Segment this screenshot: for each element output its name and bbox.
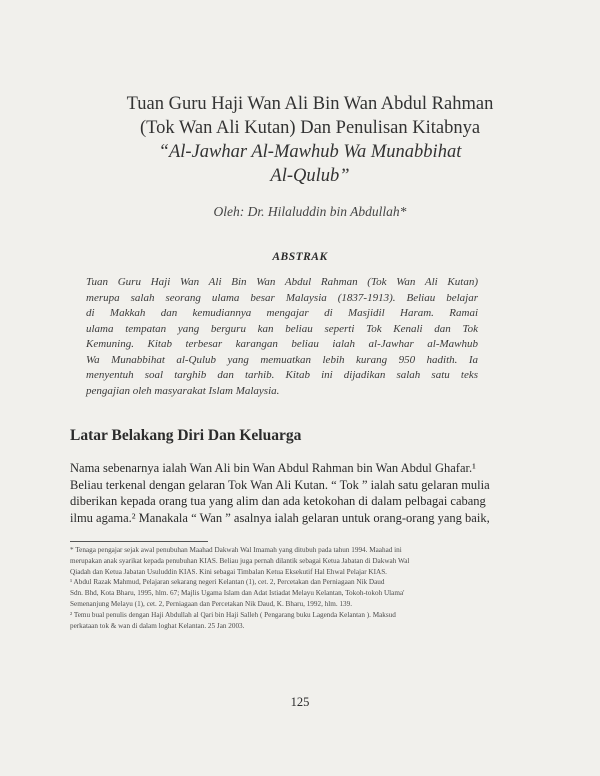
abstract-line: pengajian oleh masyarakat Islam Malaysia.	[86, 384, 280, 397]
footnote-line: Semenanjung Melayu (1), cet. 2, Perniagaan dan Percetakan Nik Daud, K. Bharu, 1992, hlm. 139.	[70, 599, 353, 608]
abstract-line: menyentuh soal targhib dan tarhib. Kitab ini dijadikan salah satu teks	[86, 369, 478, 381]
title-line-1: Tuan Guru Haji Wan Ali Bin Wan Abdul Rahman	[126, 94, 494, 114]
footnotes	[70, 545, 472, 631]
abstract-line: Tuan Guru Haji Wan Ali Bin Wan Abdul Rahman (Tok Wan Ali Kutan)	[86, 276, 478, 288]
abstract-line: Kemuning. Kitab terbesar karangan beliau ialah al-Jawhar al-Mawhub	[86, 338, 478, 350]
footnote-line: perkataan tok & wan di dalam loghat Kelantan. 25 Jan 2003.	[70, 621, 245, 630]
author-line: Oleh: Dr. Hilaluddin bin Abdullah*	[213, 204, 407, 219]
paper-title	[60, 92, 560, 188]
footnote-line: Qiadah dan Ketua Jabatan Usuluddin KIAS. Kini sebagai Timbalan Ketua Eksekutif Hal Ehwal Pelajar KIAS.	[70, 567, 387, 576]
footnote-line: merupakan anak syarikat kepada penubuhan KIAS. Beliau juga pernah dilantik sebagai Ketua Jabatan di Dakwah Wal	[70, 556, 410, 565]
abstract-text	[86, 275, 478, 399]
body-line: Beliau terkenal dengan gelaran Tok Wan Ali Kutan. “ Tok ” ialah satu gelaran mulia	[70, 477, 490, 492]
abstract-line: di Makkah dan kemudiannya mengajar di Masjidil Haram. Ramai	[86, 307, 478, 319]
title-line-2: (Tok Wan Ali Kutan) Dan Penulisan Kitabnya	[139, 118, 481, 138]
body-line: ilmu agama.² Manakala “ Wan ” asalnya ialah gelaran untuk orang-orang yang baik,	[70, 510, 490, 525]
footnote-divider	[70, 541, 208, 542]
page-number: 125	[290, 695, 310, 709]
abstract-line: ulama tempatan yang berguru kan beliau seperti Tok Kenali dan Tok	[86, 322, 478, 335]
footnote-line: Sdn. Bhd, Kota Bharu, 1995, hlm. 67; Majlis Ugama Islam dan Adat Istiadat Melayu Kelantan, Tokoh-tokoh Ulama'	[70, 589, 405, 598]
body-line: diberikan kepada orang tua yang alim dan ada ketokohan di dalam pelbagai cabang	[70, 494, 486, 509]
abstract-heading: ABSTRAK	[272, 251, 328, 263]
title-line-4: Al-Qulub”	[270, 166, 350, 186]
abstract-line: Wa Munabbihat al-Qulub yang memuatkan lebih kurang 950 hadith. Ia	[86, 353, 478, 366]
body-line: Nama sebenarnya ialah Wan Ali bin Wan Abdul Rahman bin Wan Abdul Ghafar.¹	[70, 461, 476, 475]
footnote-line: ¹ Abdul Razak Mahmud, Pelajaran sekarang negeri Kelantan (1), cet. 2, Percetakan dan Perniagaan Nik Daud	[70, 578, 385, 587]
title-line-3: “Al-Jawhar Al-Mawhub Wa Munabbihat	[158, 142, 462, 162]
footnote-line: ² Temu bual penulis dengan Haji Abdullah al Qari bin Haji Salleh ( Pengarang buku Lagenda Kelantan ). Maksud	[70, 610, 396, 619]
footnote-line: * Tenaga pengajar sejak awal penubuhan Maahad Dakwah Wal Imamah yang ditubuh pada tahun 1994. Maahad ini	[70, 546, 402, 554]
body-paragraph	[70, 460, 490, 526]
section-heading: Latar Belakang Diri Dan Keluarga	[70, 427, 302, 444]
abstract-line: merupa salah seorang ulama besar Malaysia (1837-1913). Beliau belajar	[86, 291, 478, 304]
